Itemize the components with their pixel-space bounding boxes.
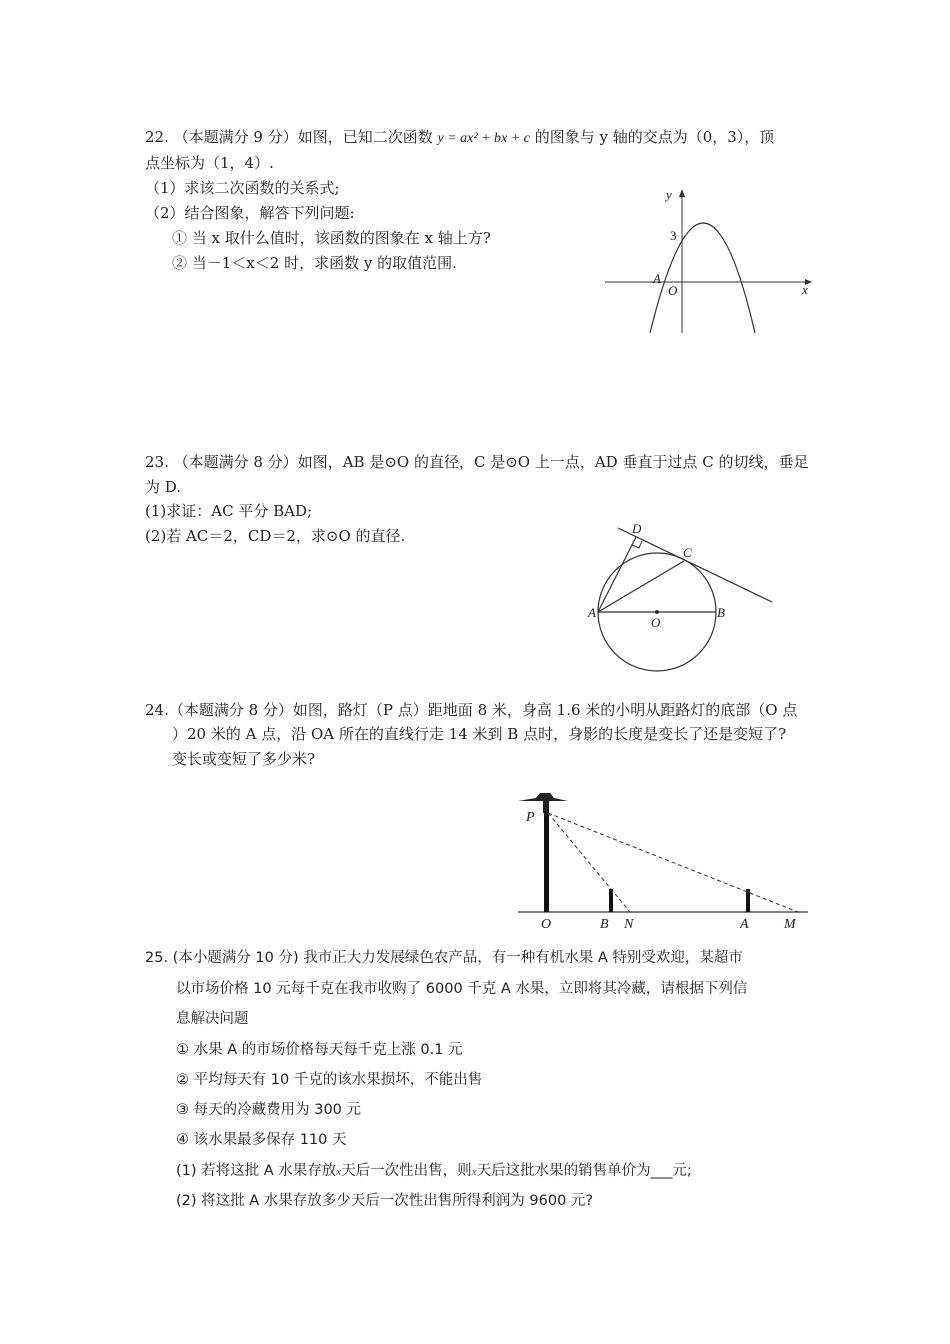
q25-part1: [176, 1161, 692, 1182]
person-at-a: [746, 889, 750, 912]
q25-condition-4: ④ 该水果最多保存 110 天: [176, 1132, 347, 1148]
q25-part2: (2) 将这批 A 水果存放多少天后一次性出售所得利润为 9600 元?: [176, 1193, 594, 1209]
tangent-line: [618, 528, 772, 602]
q24-line1: 24.（本题满分 8 分）如图，路灯（P 点）距地面 8 米，身高 1.6 米的小明从距路灯的底部（O 点: [145, 701, 798, 719]
q23-line1: 23. （本题满分 8 分）如图，AB 是⊙O 的直径，C 是⊙O 上一点，AD 垂直于过点 C 的切线，垂足: [145, 453, 809, 471]
q25-condition-1: ① 水果 A 的市场价格每天每千克上涨 0.1 元: [176, 1042, 463, 1058]
label-p: P: [526, 810, 535, 825]
q22-line2: 点坐标为（1，4）.: [145, 154, 274, 172]
q25-x-variable: x: [336, 1166, 342, 1178]
q23-line2: 为 D.: [145, 478, 182, 496]
person-at-b: [609, 889, 613, 912]
q23-part1: (1)求证：AC 平分 BAD;: [145, 502, 313, 520]
q25-line3: 息解决问题: [176, 1011, 249, 1027]
q25-part1a: (1) 若将这批 A 水果存放: [176, 1163, 337, 1179]
q25-condition-2: ② 平均每天有 10 千克的该水果损坏，不能出售: [176, 1072, 483, 1088]
q22-sub1: ① 当 x 取什么值时，该函数的图象在 x 轴上方?: [172, 229, 491, 247]
ray-to-n: [548, 813, 630, 912]
circle-figure: [580, 515, 780, 675]
point-a-label: A: [653, 271, 661, 286]
x-axis-label: x: [802, 282, 808, 297]
lamp-head: [518, 793, 568, 801]
intercept-label: 3: [670, 228, 677, 243]
streetlight-figure: [510, 785, 820, 935]
y-axis-label: y: [666, 187, 672, 202]
q24-line2: ）20 米的 A 点，沿 OA 所在的直线行走 14 米到 B 点时，身影的长度是变长了还是变短了?: [172, 725, 787, 743]
q22-sub2: ② 当－1＜x＜2 时，求函数 y 的取值范围.: [172, 254, 457, 272]
q24-line3: 变长或变短了多少米?: [172, 750, 316, 768]
q22-line1a: 22. （本题满分 9 分）如图，已知二次函数: [145, 128, 433, 146]
parabola-curve: [650, 223, 755, 333]
label-a: A: [588, 605, 596, 620]
label-a: A: [740, 917, 749, 932]
label-o: O: [651, 615, 661, 630]
origin-label: O: [668, 283, 678, 298]
q25-line2: 以市场价格 10 元每千克在我市收购了 6000 千克 A 水果，立即将其冷藏，请根据下列信: [176, 981, 748, 997]
center-dot: [655, 610, 659, 614]
label-b: B: [600, 917, 609, 932]
q22-line1b: 的图象与 y 轴的交点为（0，3），顶: [534, 128, 775, 146]
label-c: C: [683, 545, 692, 560]
lamp-pole: [544, 811, 549, 912]
q25-condition-3: ③ 每天的冷藏费用为 300 元: [176, 1102, 362, 1118]
q22-formula: y = ax² + bx + c: [437, 131, 530, 146]
label-n: N: [624, 917, 634, 932]
q22-part2: （2）结合图象，解答下列问题:: [145, 204, 355, 222]
label-d: D: [632, 521, 642, 536]
label-b: B: [717, 605, 725, 620]
q22-part1: （1）求该二次函数的关系式;: [145, 179, 340, 197]
q25-part1b: 天后一次性出售，则: [341, 1163, 472, 1179]
q25-x-variable-2: x: [471, 1166, 477, 1178]
label-o: O: [541, 917, 552, 932]
label-m: M: [784, 917, 796, 932]
q25-line1: 25. (本小题满分 10 分) 我市正大力发展绿色农产品，有一种有机水果 A 特别受欢迎，某超市: [145, 950, 743, 966]
q22-line1: [145, 127, 774, 149]
q25-part1c: 天后这批水果的销售单价为___元;: [476, 1163, 692, 1179]
y-axis-arrow: [679, 189, 685, 197]
parabola-figure: [600, 185, 815, 335]
ray-to-m: [548, 813, 798, 912]
q23-part2: (2)若 AC＝2，CD＝2，求⊙O 的直径.: [145, 527, 406, 545]
